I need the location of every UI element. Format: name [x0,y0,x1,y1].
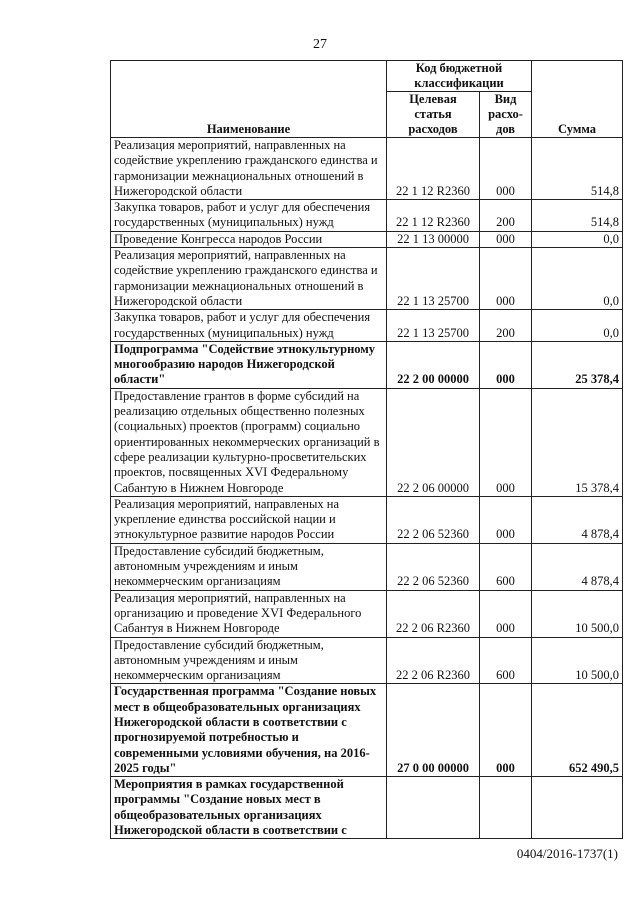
table-row [111,777,623,839]
table-row [111,388,623,496]
cell-target-article: 22 1 13 25700 [387,248,480,310]
cell-name: Реализация мероприятий, направленных на организацию и проведение XVI Федерального Сабантуя в Нижнем Новгороде [111,590,387,637]
cell-name: Предоставление грантов в форме субсидий на реализацию отдельных общественно полезных (социальных) проектов (программ) социально ориентированных некоммерческих организаций в сфере реализации культурно-просветительских проектов, посвященных XVI Федеральному Сабантую в Нижнем Новгороде [111,388,387,496]
cell-target-article: 22 2 06 R2360 [387,637,480,684]
table-row [111,248,623,310]
cell-name: Реализация мероприятий, направленных на содействие укреплению гражданского единства и гармонизации межнациональных отношений в Нижегородской области [111,138,387,200]
cell-target-article: 22 1 12 R2360 [387,200,480,232]
cell-name: Закупка товаров, работ и услуг для обеспечения государственных (муниципальных) нужд [111,310,387,342]
header-sum: Сумма [532,61,623,138]
table-row [111,200,623,232]
table-row [111,310,623,342]
cell-sum: 25 378,4 [532,341,623,388]
cell-name: Закупка товаров, работ и услуг для обеспечения государственных (муниципальных) нужд [111,200,387,232]
table-row [111,231,623,247]
cell-expense-type: 000 [480,231,532,247]
page-number: 27 [313,37,327,52]
table-body [111,138,623,839]
document-id: 0404/2016-1737(1) [516,846,618,861]
cell-sum: 514,8 [532,200,623,232]
cell-name: Предоставление субсидий бюджетным, автономным учреждениям и иным некоммерческим организациям [111,637,387,684]
cell-expense-type: 200 [480,200,532,232]
cell-expense-type: 000 [480,138,532,200]
cell-sum: 15 378,4 [532,388,623,496]
cell-sum: 0,0 [532,231,623,247]
header-target-article: Целевая статья расходов [387,92,480,138]
table-row [111,341,623,388]
cell-name: Мероприятия в рамках государственной программы "Создание новых мест в общеобразовательных организациях Нижегородской области в соответствии с [111,777,387,839]
cell-name: Подпрограмма "Содействие этнокультурному многообразию народов Нижегородской области" [111,341,387,388]
cell-expense-type [480,777,532,839]
cell-target-article: 22 2 06 R2360 [387,590,480,637]
cell-name: Реализация мероприятий, направленых на укрепление единства российской нации и этнокультурное развитие народов России [111,496,387,543]
cell-sum: 514,8 [532,138,623,200]
cell-sum: 10 500,0 [532,637,623,684]
cell-expense-type: 000 [480,248,532,310]
cell-sum: 0,0 [532,248,623,310]
table-row [111,637,623,684]
budget-table [110,60,623,839]
cell-target-article: 22 2 06 00000 [387,388,480,496]
cell-expense-type: 000 [480,684,532,777]
cell-expense-type: 600 [480,637,532,684]
cell-expense-type: 000 [480,496,532,543]
cell-sum: 652 490,5 [532,684,623,777]
cell-target-article: 22 1 12 R2360 [387,138,480,200]
table-row [111,138,623,200]
cell-expense-type: 200 [480,310,532,342]
table-row [111,543,623,590]
table-row [111,496,623,543]
cell-expense-type: 000 [480,388,532,496]
cell-target-article [387,777,480,839]
cell-target-article: 22 1 13 00000 [387,231,480,247]
cell-expense-type: 000 [480,590,532,637]
cell-sum: 0,0 [532,310,623,342]
cell-name: Государственная программа "Создание новых мест в общеобразовательных организациях Нижегородской области в соответствии с прогнозируемой потребностью и современными условиями обучения, на 2016-2025 годы" [111,684,387,777]
cell-name: Проведение Конгресса народов России [111,231,387,247]
cell-target-article: 22 2 06 52360 [387,496,480,543]
cell-name: Предоставление субсидий бюджетным, автономным учреждениям и иным некоммерческим организациям [111,543,387,590]
cell-expense-type: 600 [480,543,532,590]
header-budget-code-group: Код бюджетной классификации [387,61,532,92]
cell-sum: 4 878,4 [532,496,623,543]
cell-sum: 10 500,0 [532,590,623,637]
header-name: Наименование [111,61,387,138]
cell-target-article: 22 1 13 25700 [387,310,480,342]
header-expense-type: Вид расхо-дов [480,92,532,138]
cell-target-article: 22 2 00 00000 [387,341,480,388]
cell-name: Реализация мероприятий, направленных на содействие укреплению гражданского единства и гармонизации межнациональных отношений в Нижегородской области [111,248,387,310]
table-row [111,590,623,637]
table-row [111,684,623,777]
cell-sum: 4 878,4 [532,543,623,590]
cell-target-article: 22 2 06 52360 [387,543,480,590]
cell-sum [532,777,623,839]
cell-expense-type: 000 [480,341,532,388]
cell-target-article: 27 0 00 00000 [387,684,480,777]
